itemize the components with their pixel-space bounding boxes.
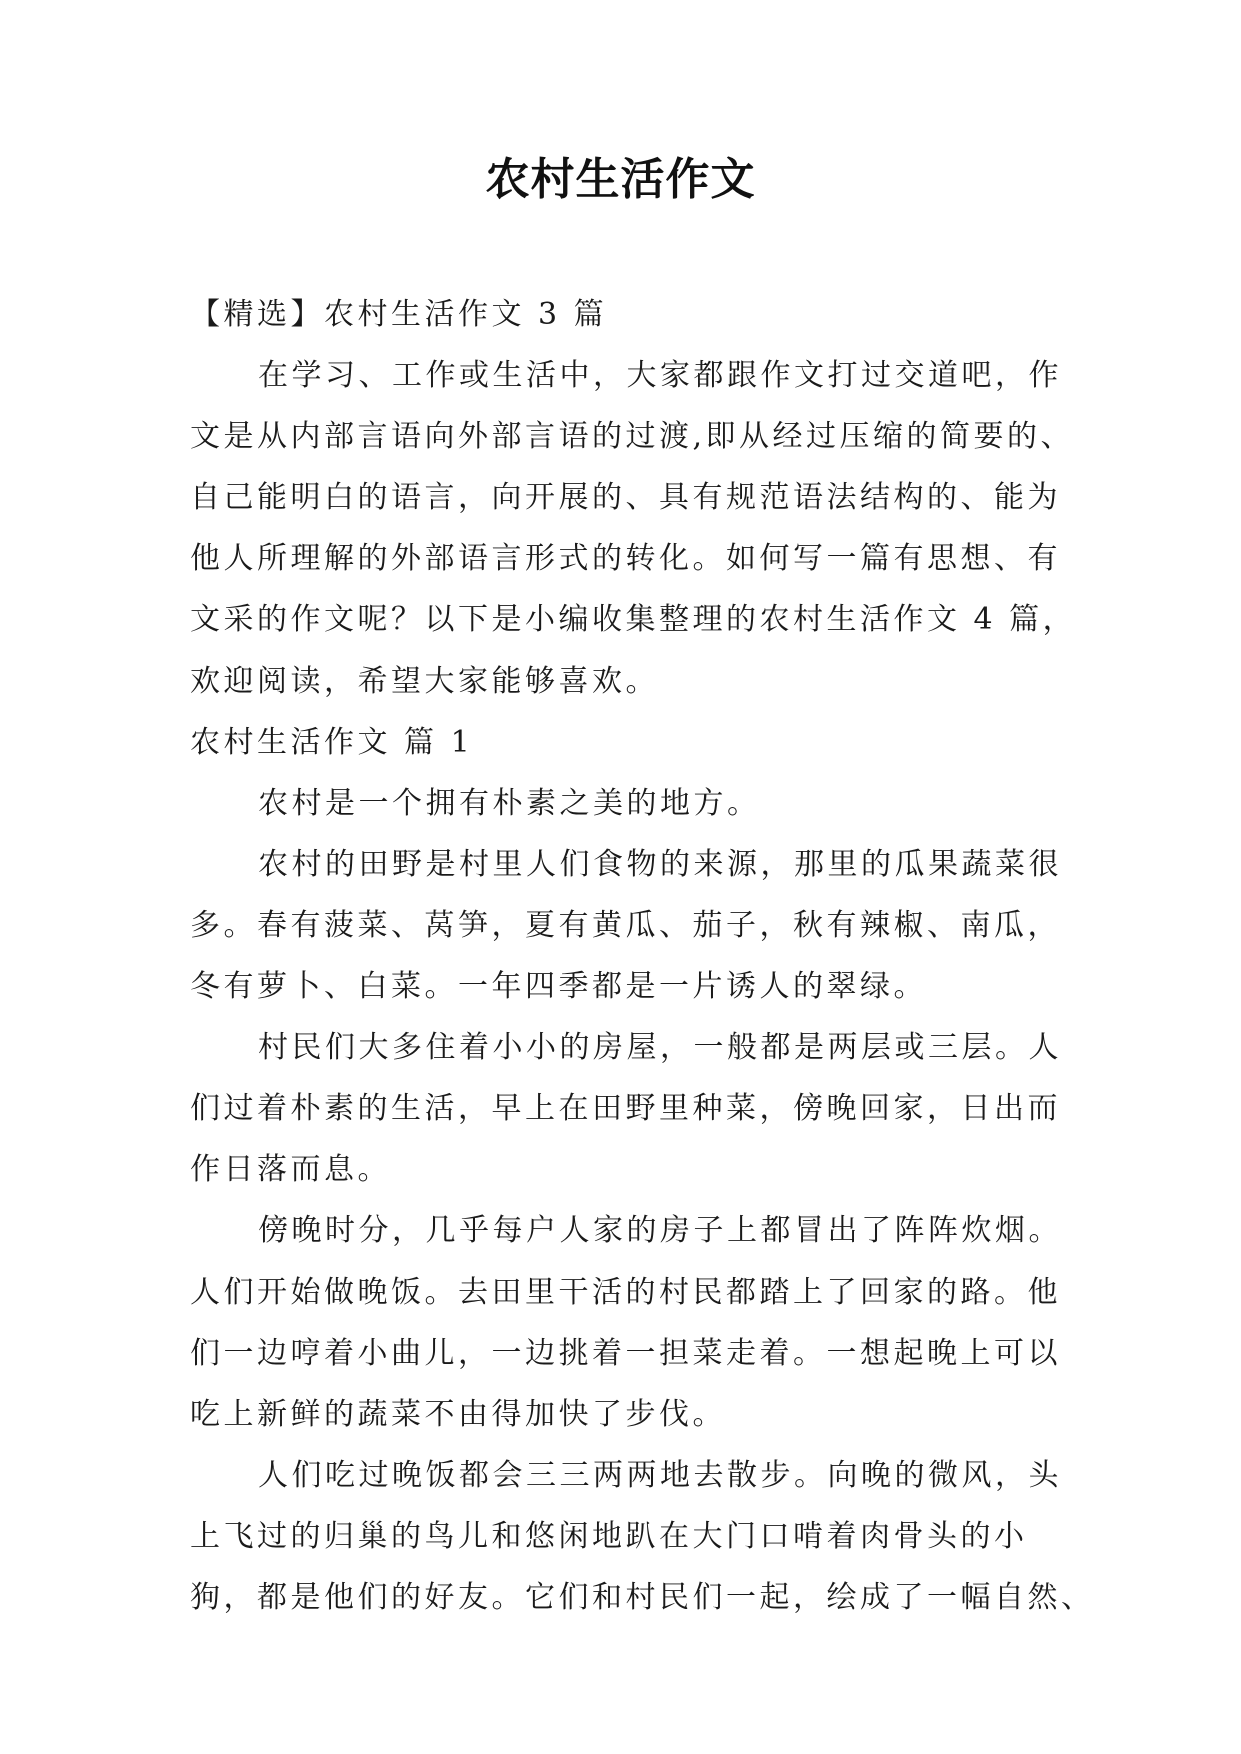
text-line: 在学习、工作或生活中，大家都跟作文打过交道吧，作 <box>258 358 1062 394</box>
text-line: 傍晚时分，几乎每户人家的房子上都冒出了阵阵炊烟。 <box>258 1213 1062 1249</box>
text-line: 人们吃过晚饭都会三三两两地去散步。向晚的微风，头 <box>258 1457 1062 1493</box>
text-line: 们一边哼着小曲儿，一边挑着一担菜走着。一想起晚上可以 <box>190 1335 1061 1371</box>
text-line: 村民们大多住着小小的房屋，一般都是两层或三层。人 <box>258 1030 1062 1066</box>
text-line: 文采的作文呢？以下是小编收集整理的农村生活作文 4 篇， <box>190 602 1077 638</box>
text-line: 冬有萝卜、白菜。一年四季都是一片诱人的翠绿。 <box>190 969 927 1005</box>
text-line: 作日落而息。 <box>190 1152 391 1188</box>
text-line: 他人所理解的外部语言形式的转化。如何写一篇有思想、有 <box>190 541 1061 577</box>
text-line: 农村是一个拥有朴素之美的地方。 <box>258 785 761 821</box>
text-line: 上飞过的归巢的鸟儿和悠闲地趴在大门口啃着肉骨头的小 <box>190 1518 1028 1554</box>
document-body <box>190 284 1095 1628</box>
text-line: 吃上新鲜的蔬菜不由得加快了步伐。 <box>190 1396 726 1432</box>
text-line: 们过着朴素的生活，早上在田野里种菜，傍晚回家，日出而 <box>190 1091 1061 1127</box>
text-line: 狗，都是他们的好友。它们和村民们一起，绘成了一幅自然、 <box>190 1579 1095 1615</box>
text-line: 自己能明白的语言，向开展的、具有规范语法结构的、能为 <box>190 480 1061 516</box>
text-line: 农村的田野是村里人们食物的来源，那里的瓜果蔬菜很 <box>258 846 1062 882</box>
text-line: 多。春有菠菜、莴笋，夏有黄瓜、茄子，秋有辣椒、南瓜， <box>190 907 1061 943</box>
text-line: 人们开始做晚饭。去田里干活的村民都踏上了回家的路。他 <box>190 1274 1061 1310</box>
section-heading: 农村生活作文 篇 1 <box>190 724 474 760</box>
document-title: 农村生活作文 <box>485 154 756 205</box>
text-line: 文是从内部言语向外部言语的过渡,即从经过压缩的简要的、 <box>190 419 1075 455</box>
text-line: 欢迎阅读，希望大家能够喜欢。 <box>190 663 659 699</box>
subtitle-line: 【精选】农村生活作文 3 篇 <box>190 297 608 332</box>
